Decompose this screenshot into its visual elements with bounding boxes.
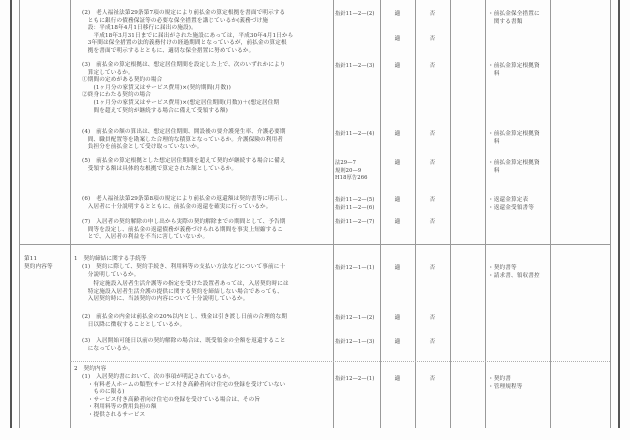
item-text-line: 入居契約時に、当該契約の内容について十分説明しているか。 — [82, 296, 249, 303]
noncompliant-option[interactable]: 否 — [429, 197, 436, 203]
item-text-line: 分説明しているか。 — [82, 271, 140, 278]
document-item: ・契約書等 — [488, 265, 517, 271]
subsection-title: 1 契約締結に関する手続等 — [74, 256, 147, 262]
compliant-option[interactable]: 適 — [394, 265, 401, 271]
item-text-line: ・サービス付き高齢者向け住宅の登録を受けている場合は、その旨 — [82, 396, 261, 403]
item-text-line: 設：平成18年4月1日移行に届出の施設)。 — [82, 25, 197, 32]
column-divider-heading — [70, 0, 71, 428]
subsection-title: 2 契約内容 — [74, 366, 107, 372]
item-text-line: 間等を設定し、前払金の返還債務が義務づけられる期間を事実上短縮するこ — [82, 226, 284, 233]
section-number: 第11 — [24, 256, 38, 262]
reference-code: H18厚告266 — [335, 175, 368, 182]
item-text-line: ものに限る) — [82, 389, 125, 396]
item-text-line: 平成18年3月31日までに届出がされた施設にあっては，平成30年4月1日から — [82, 32, 294, 39]
compliant-option[interactable]: 適 — [394, 376, 401, 382]
item-text-line: 間を超えて契約が継続する場合に備えて受領する額) — [82, 107, 228, 114]
item-text-line: とで、入居者の利益を不当に害していないか。 — [82, 234, 209, 241]
compliant-option[interactable]: 適 — [394, 315, 401, 321]
column-divider-notes — [610, 0, 611, 428]
item-text-line: 間、職員配置等を勘案した合理的な積算となっているか。介護保険の利用者 — [82, 136, 284, 143]
column-divider-blank — [485, 0, 486, 428]
item-text-line: ・提供されるサービス — [82, 412, 146, 418]
document-item: 関する書類 — [488, 18, 523, 25]
column-divider-ng — [450, 0, 451, 428]
document-item: ・請求書、領収書控 — [488, 272, 540, 279]
document-item: ・返還金算定表 — [488, 197, 529, 203]
document-item: ・前払金算定根拠資 — [488, 131, 540, 137]
compliant-option[interactable]: 適 — [394, 63, 401, 69]
noncompliant-option[interactable]: 否 — [429, 315, 436, 321]
document-item: ・返還金受領書等 — [488, 204, 534, 211]
item-text-line: (1ヶ月分の家賃又はサービス費用)×(想定居住期間(月数))＋(想定居住期 — [82, 100, 280, 106]
noncompliant-option[interactable]: 否 — [429, 11, 436, 17]
row-separator-section-11 — [19, 244, 611, 245]
item-text-line: 3年間は保全措置の法的義務付けの経過期間となっているが，前払金の算定根 — [82, 40, 287, 47]
row-separator-sub2 — [70, 361, 610, 362]
compliant-option[interactable]: 適 — [394, 197, 401, 203]
item-text-line: ②終身にわたる契約の場合 — [82, 92, 151, 99]
reference-code: 指針11—2—(4) — [335, 131, 375, 137]
item-text-line: ・有料老人ホームの類型(サービス付き高齢者向け住宅の登録を受けていない — [82, 381, 286, 388]
document-item: ・管理規程等 — [488, 383, 523, 390]
compliant-option[interactable]: 適 — [394, 160, 401, 166]
compliant-option[interactable]: 適 — [394, 36, 401, 42]
item-text-line: 受領する額は具体的な根拠で算定された額としているか。 — [82, 165, 238, 172]
item-text-line: 日以降に徴収することとしているか。 — [82, 321, 186, 328]
document-item: 料 — [488, 70, 500, 77]
noncompliant-option[interactable]: 否 — [429, 265, 436, 271]
reference-code: 指針11—2—(2) — [335, 11, 375, 17]
column-divider-content — [333, 0, 334, 428]
noncompliant-option[interactable]: 否 — [429, 63, 436, 69]
noncompliant-option[interactable]: 否 — [429, 36, 436, 42]
item-text-line: (1) 契約に際して、契約手続き、利用料等の支払い方法などについて事前に十 — [82, 264, 286, 270]
item-text-line: (3) 入居開始可能日以前の契約解除の場合は、既受領金の全額を返還すること — [82, 338, 286, 344]
reference-code: 指針11—2—(3) — [335, 63, 375, 69]
item-text-line: ともに銀行の債務保証等の必要な保全措置を講じているか(義務づけ施 — [82, 17, 269, 24]
item-text-line: 特定施設入居者生活介護等の指定を受けた設置者あっては，入居契約時には — [82, 281, 289, 287]
item-text-line: (2) 前払金の内金は前払金の20%以内とし、残金は引き渡し日前の合理的な期 — [82, 314, 288, 320]
document-item: 料 — [488, 138, 500, 145]
item-text-line: 算定しているか。 — [82, 69, 134, 76]
section-title: 契約内容等 — [24, 263, 53, 270]
table-border-left-outer — [10, 0, 12, 428]
reference-code: 指針11—2—(6) — [335, 204, 375, 211]
column-divider-docs — [550, 0, 551, 428]
item-text-line: (4) 前払金の額の算出は、想定居住期間、開設後の要介護発生率、介護必要期 — [82, 129, 286, 135]
reference-code: 法29—7 — [335, 160, 357, 166]
document-item: ・前払金保全措置に — [488, 11, 540, 17]
item-text-line: (2) 老人福祉法第29条第7項の規定により前払金の算定根拠を書面で明示する — [82, 10, 286, 16]
reference-code: 規則20—9 — [335, 167, 362, 174]
item-text-line: 負担分を前払金として受け取っていないか。 — [82, 144, 203, 151]
item-text-line: ①期間の定めがある契約の場合 — [82, 77, 163, 84]
compliant-option[interactable]: 適 — [394, 219, 401, 225]
document-item: ・前払金算定根拠資 — [488, 63, 540, 69]
item-text-line: (7) 入居者の契約解除の申し出から実際の契約解除までの期間として、予告期 — [82, 219, 286, 225]
item-text-line: 入居者に十分説明するとともに、前払金の返還を確実に行っているか。 — [82, 203, 272, 210]
noncompliant-option[interactable]: 否 — [429, 131, 436, 137]
item-text-line: になっているか。 — [82, 345, 134, 352]
item-text-line: (6) 老人福祉法第29条第8項の規定により前払金の返還額は契約書等に明示し、 — [82, 196, 292, 202]
item-text-line: (3) 前払金の算定根拠は、想定居住期間を設定した上で、次のいずれかにより — [82, 62, 286, 68]
noncompliant-option[interactable]: 否 — [429, 219, 436, 225]
noncompliant-option[interactable]: 否 — [429, 160, 436, 166]
reference-code: 指針12—1—(2) — [335, 315, 375, 321]
noncompliant-option[interactable]: 否 — [429, 376, 436, 382]
item-text-line: (5) 前払金の算定根拠とした想定居住期間を超えて契約が継続する場合に備え — [82, 158, 286, 164]
table-border-right-outer — [618, 0, 620, 428]
item-text-line: (1) 入居契約書において、次の事項が明記されているか。 — [82, 374, 234, 380]
document-item: ・契約書 — [488, 376, 511, 382]
reference-code: 指針12—1—(3) — [335, 339, 375, 345]
item-text-line: 拠を書面で明示するとともに、適切な保全措置に努めているか。 — [82, 48, 255, 54]
document-item: 料 — [488, 167, 500, 174]
reference-code: 指針12—2—(1) — [335, 376, 375, 382]
reference-code: 指針12—1—(1) — [335, 265, 375, 271]
compliant-option[interactable]: 適 — [394, 131, 401, 137]
table-border-left-inner — [19, 0, 20, 428]
item-text-line: ・利用料等の費用負担の額 — [82, 404, 157, 411]
compliant-option[interactable]: 適 — [394, 339, 401, 345]
item-text-line: 特定施設入居者生活介護の提供に関する契約を締結しない場合であっても、 — [82, 288, 283, 295]
reference-code: 指針11—2—(5) — [335, 197, 375, 203]
reference-code: 指針11—2—(7) — [335, 219, 375, 225]
document-item: ・前払金算定根拠資 — [488, 160, 540, 166]
item-text-line: (1ヶ月分の家賃又はサービス費用)×(契約期間(月数)) — [82, 84, 231, 91]
compliant-option[interactable]: 適 — [394, 11, 401, 17]
noncompliant-option[interactable]: 否 — [429, 339, 436, 345]
